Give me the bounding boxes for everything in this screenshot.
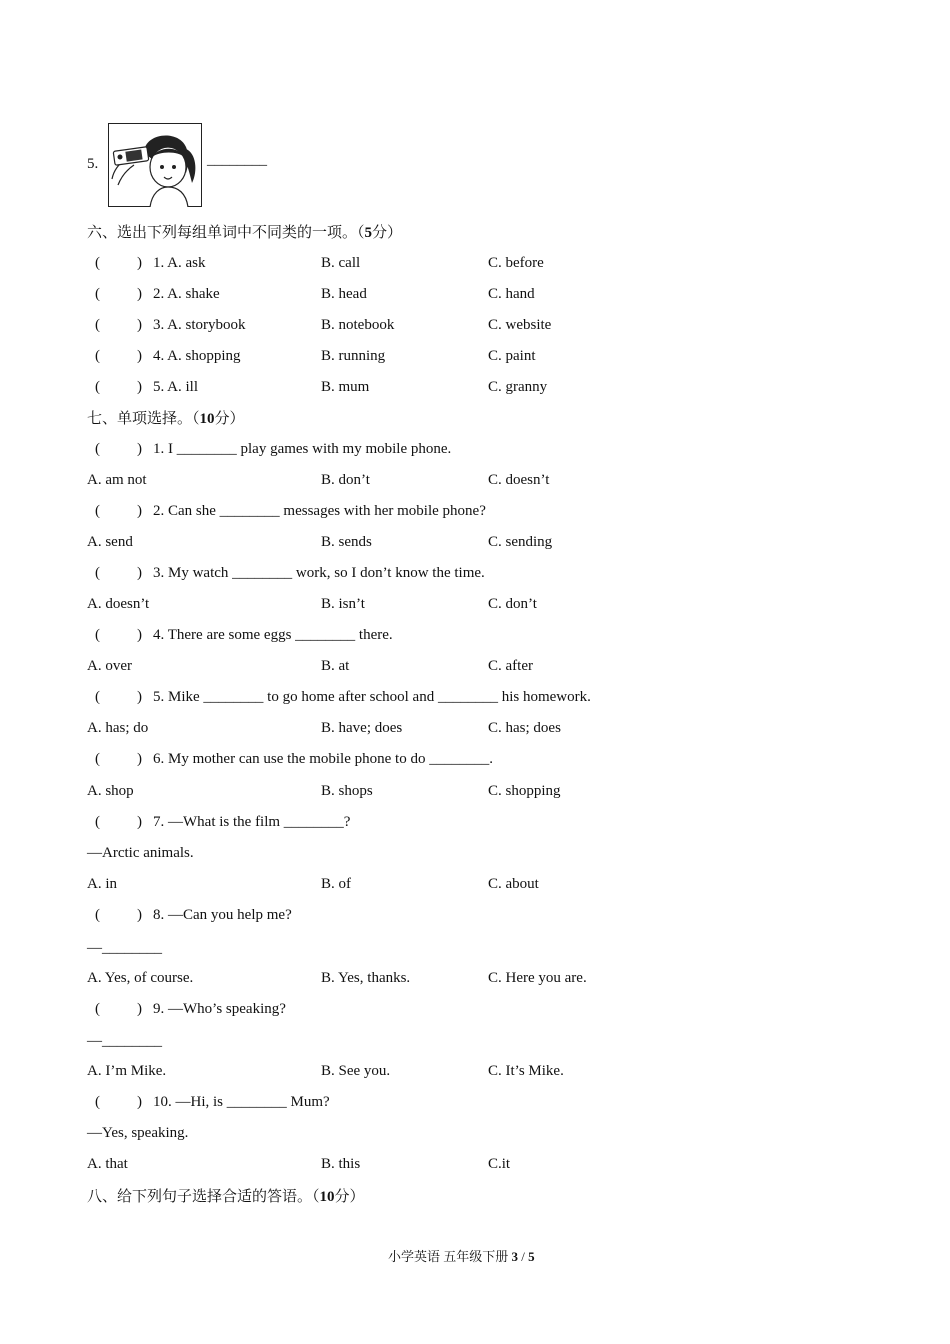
answer-blank: ________ [207, 152, 267, 168]
dialogue-reply: —Yes, speaking. [87, 1125, 189, 1141]
answer-options: A. am not B. don’t C. doesn’t [87, 472, 550, 488]
girl-phone-picture [108, 123, 202, 207]
answer-options: A. in B. of C. about [87, 876, 539, 892]
question-stem: ( ) 5. Mike ________ to go home after school and ________ his homework. [95, 689, 591, 705]
question-stem: ( ) 9. —Who’s speaking? [95, 1001, 286, 1017]
page-footer: 小学英语 五年级下册 3 / 5 [388, 1249, 535, 1264]
answer-options: A. send B. sends C. sending [87, 534, 553, 550]
list-item: ( ) 2. A. shake B. head C. hand [95, 286, 535, 302]
section-six-title: 六、选出下列每组单词中不同类的一项。（5分） [87, 225, 403, 241]
section-seven-title: 七、单项选择。（10分） [87, 411, 245, 427]
dialogue-reply: —________ [87, 1033, 162, 1049]
answer-options: A. Yes, of course. B. Yes, thanks. C. Here you are. [87, 970, 587, 986]
question-stem: ( ) 8. —Can you help me? [95, 907, 292, 923]
dialogue-reply: —________ [87, 940, 162, 956]
list-item: ( ) 3. A. storybook B. notebook C. website [95, 317, 552, 333]
dialogue-reply: —Arctic animals. [87, 845, 194, 861]
list-item: ( ) 1. A. ask B. call C. before [95, 255, 544, 271]
question-stem: ( ) 10. —Hi, is ________ Mum? [95, 1094, 330, 1110]
answer-options: A. I’m Mike. B. See you. C. It’s Mike. [87, 1063, 564, 1079]
question-stem: ( ) 2. Can she ________ messages with her mobile phone? [95, 503, 486, 519]
question-stem: ( ) 4. There are some eggs ________ there. [95, 627, 393, 643]
question-stem: ( ) 1. I ________ play games with my mobile phone. [95, 441, 452, 457]
question-stem: ( ) 3. My watch ________ work, so I don’t know the time. [95, 565, 485, 581]
list-item: ( ) 5. A. ill B. mum C. granny [95, 379, 548, 395]
answer-options: A. shop B. shops C. shopping [87, 783, 561, 799]
answer-options: A. that B. this C.it [87, 1156, 511, 1172]
answer-options: A. over B. at C. after [87, 658, 533, 674]
list-item: ( ) 4. A. shopping B. running C. paint [95, 348, 536, 364]
answer-options: A. has; do B. have; does C. has; does [87, 720, 561, 736]
question-stem: ( ) 6. My mother can use the mobile phone to do ________. [95, 751, 493, 767]
item-number: 5. [87, 156, 99, 172]
section-eight-title: 八、给下列句子选择合适的答语。（10分） [87, 1189, 365, 1205]
answer-options: A. doesn’t B. isn’t C. don’t [87, 596, 537, 612]
question-stem: ( ) 7. —What is the film ________? [95, 814, 351, 830]
